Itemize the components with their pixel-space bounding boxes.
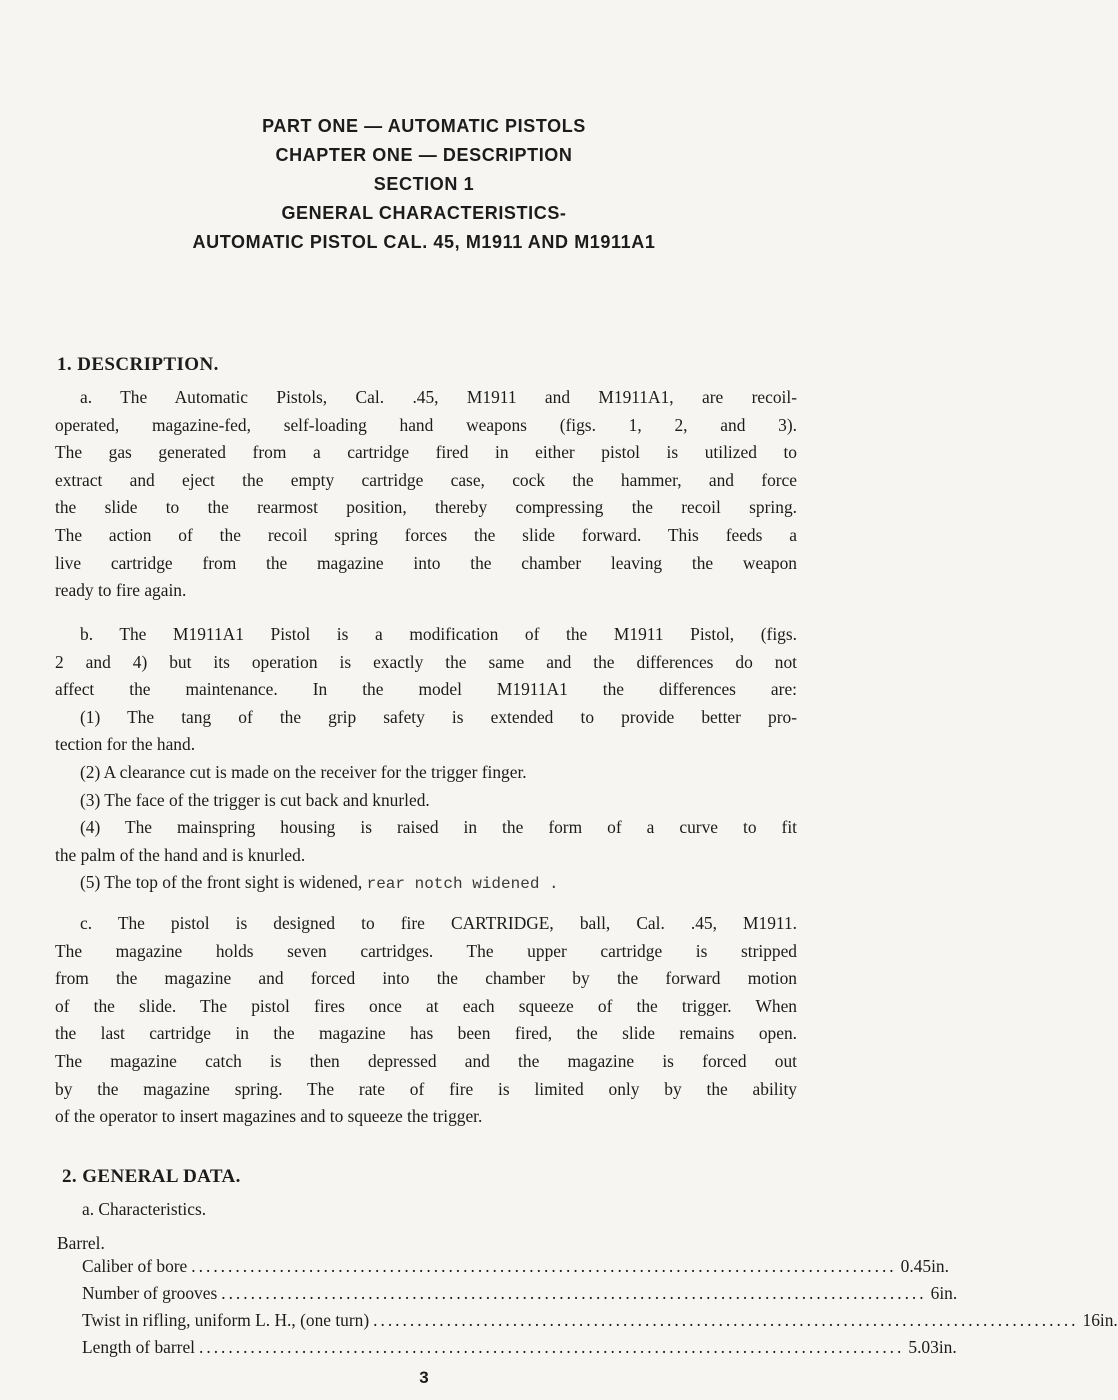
text-line: (4) The mainspring housing is raised in the form of a curve to fit [80, 817, 797, 838]
chapter-heading-line: CHAPTER ONE — DESCRIPTION [275, 145, 573, 165]
text-line: of the slide. The pistol fires once at each squeeze of the trigger. When [55, 995, 797, 1016]
barrel-characteristics-table [82, 1256, 1118, 1364]
text-line: The gas generated from a cartridge fired in either pistol is utilized to [55, 442, 797, 463]
table-row [82, 1310, 1118, 1337]
row-label: Caliber of bore [82, 1256, 188, 1276]
text-line: ready to fire again. [55, 580, 187, 601]
characteristics-subheading: a. Characteristics. [82, 1199, 207, 1219]
paragraph-c [55, 910, 797, 1131]
text-line: affect the maintenance. In the model M1911A1 the differences are: [55, 679, 797, 700]
text-line: tection for the hand. [55, 734, 196, 755]
row-value: 6 [930, 1283, 940, 1303]
row-unit: in. [938, 1337, 957, 1357]
text-line: extract and eject the empty cartridge case, cock the hammer, and force [55, 469, 797, 490]
section-1-title: 1. DESCRIPTION. [57, 354, 219, 375]
barrel-group-label: Barrel. [57, 1233, 105, 1253]
text-line: The action of the recoil spring forces the slide forward. This feeds a [55, 524, 797, 545]
dot-leader: ................................................................................................ [199, 1337, 905, 1357]
dot-leader: ................................................................................................ [191, 1256, 897, 1276]
typed-annotation: rear notch widened . [366, 875, 559, 894]
chapter-heading [0, 112, 848, 257]
text-line: The magazine holds seven cartridges. The upper cartridge is stripped [55, 940, 797, 961]
text-line: (2) A clearance cut is made on the receiver for the trigger finger. [80, 761, 527, 782]
text-line: live cartridge from the magazine into the chamber leaving the weapon [55, 552, 797, 573]
text-line: the palm of the hand and is knurled. [55, 844, 306, 865]
text-line: (3) The face of the trigger is cut back and knurled. [80, 789, 430, 810]
section-2-title: 2. GENERAL DATA. [62, 1166, 241, 1187]
part-heading: PART ONE — AUTOMATIC PISTOLS [262, 116, 586, 136]
row-label: Twist in rifling, uniform L. H., (one turn) [82, 1310, 370, 1330]
page-number: 3 [419, 1368, 429, 1387]
text-line: by the magazine spring. The rate of fire is limited only by the ability [55, 1078, 797, 1099]
text-line: operated, magazine-fed, self-loading hand weapons (figs. 1, 2, and 3). [55, 414, 797, 435]
text-line: (1) The tang of the grip safety is extended to provide better pro- [80, 706, 797, 727]
row-label: Length of barrel [82, 1337, 195, 1357]
text-line: a. The Automatic Pistols, Cal. .45, M1911 and M1911A1, are recoil- [80, 387, 797, 407]
text-line: 2 and 4) but its operation is exactly the same and the differences do not [55, 651, 797, 672]
paragraph-b [55, 621, 797, 897]
text-line: c. The pistol is designed to fire CARTRIDGE, ball, Cal. .45, M1911. [80, 913, 797, 933]
dot-leader: ................................................................................................ [221, 1283, 927, 1303]
text-line: the last cartridge in the magazine has been fired, the slide remains open. [55, 1023, 797, 1044]
paragraph-a [55, 384, 797, 605]
section-heading: SECTION 1 [373, 174, 475, 194]
text-line: b. The M1911A1 Pistol is a modification of the M1911 Pistol, (figs. [80, 624, 797, 644]
row-value: 16 [1082, 1310, 1100, 1330]
title-line-2: AUTOMATIC PISTOL CAL. 45, M1911 AND M1911A1 [192, 232, 656, 252]
table-row [82, 1283, 958, 1310]
row-unit: in. [1099, 1310, 1118, 1330]
row-value: 0.45 [900, 1256, 932, 1276]
row-unit: in. [939, 1283, 958, 1303]
title-line-1: GENERAL CHARACTERISTICS- [281, 203, 567, 223]
text-line: of the operator to insert magazines and to squeeze the trigger. [55, 1106, 483, 1127]
table-row [82, 1337, 957, 1364]
row-unit: in. [931, 1256, 949, 1276]
text-line: from the magazine and forced into the chamber by the forward motion [55, 968, 797, 989]
table-row [82, 1256, 949, 1283]
sight-text: (5) The top of the front sight is widened, [80, 872, 363, 893]
text-line [55, 869, 797, 897]
row-label: Number of grooves [82, 1283, 218, 1303]
dot-leader: ................................................................................................ [373, 1310, 1079, 1330]
text-line: The magazine catch is then depressed and the magazine is forced out [55, 1050, 797, 1071]
row-value: 5.03 [908, 1337, 939, 1357]
text-line: the slide to the rearmost position, thereby compressing the recoil spring. [55, 497, 797, 518]
